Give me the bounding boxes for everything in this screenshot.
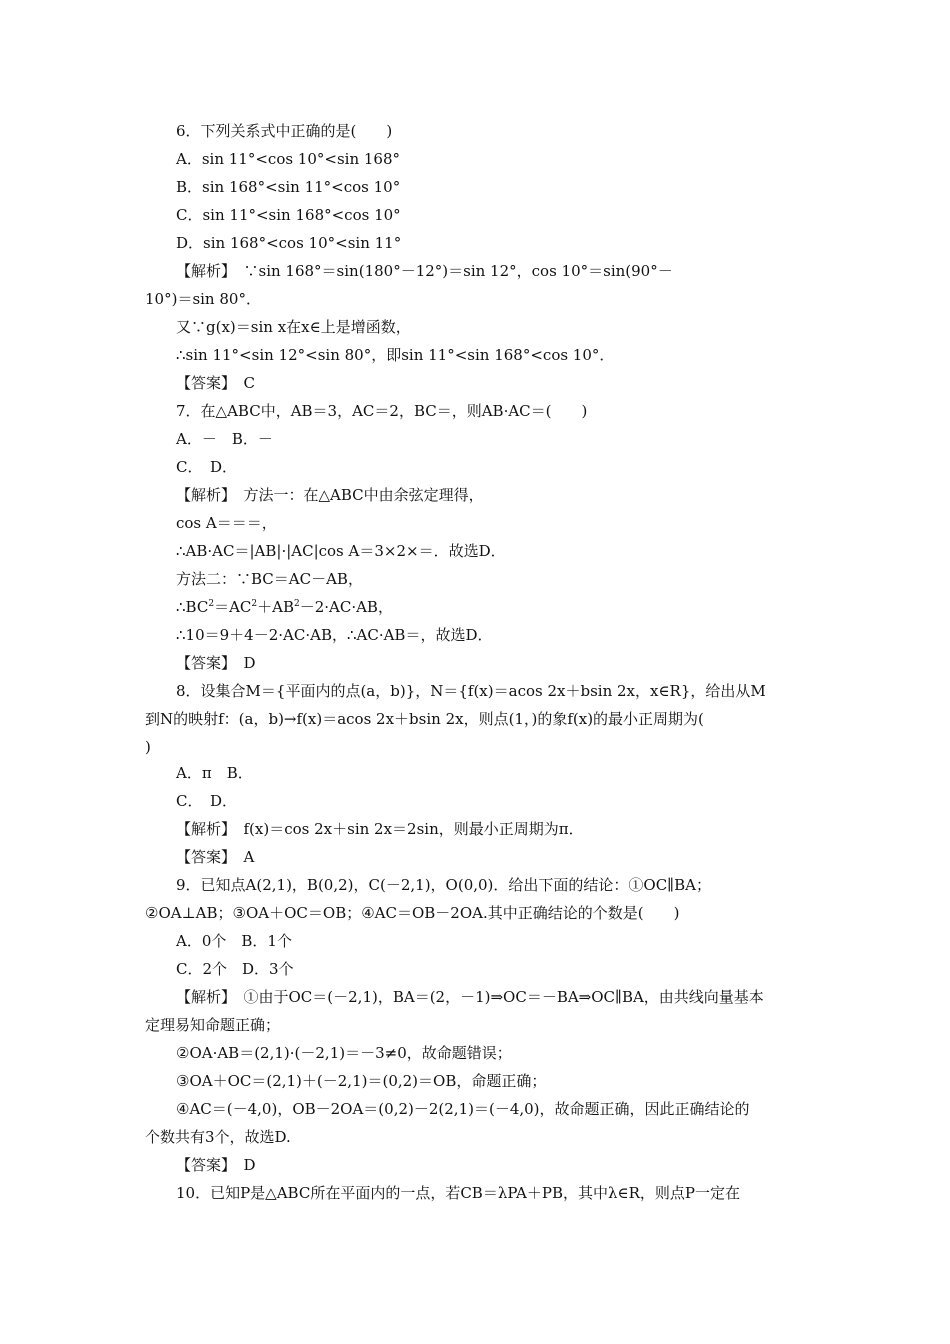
q8-stem-line-3: ) [145, 738, 151, 756]
q7-analysis-line-6: ∴10＝9＋4－2·AC·AB，∴AC·AB＝，故选D． [176, 626, 493, 644]
q6-option-a: A．sin 11°<cos 10°<sin 168° [176, 150, 401, 168]
q7-analysis-line-5-part-b: ＝AC [214, 598, 252, 616]
q6-option-c: C．sin 11°<sin 168°<cos 10° [176, 206, 401, 224]
q9-answer: 【答案】 D [176, 1156, 256, 1174]
q9-analysis-line-4: ③OA＋OC＝(2,1)＋(－2,1)＝(0,2)＝OB，命题正确； [176, 1072, 547, 1090]
q9-analysis-line-2: 定理易知命题正确； [145, 1016, 281, 1034]
q9-analysis-line-3: ②OA·AB＝(2,1)·(－2,1)＝－3≠0，故命题错误； [176, 1044, 512, 1062]
q8-stem-line-2: 到N的映射f：(a，b)→f(x)＝acos 2x＋bsin 2x，则点(1，)的象f(x)的最小正周期为( [145, 710, 704, 728]
q6-answer: 【答案】 C [176, 374, 255, 392]
q7-analysis-line-5-part-c: ＋AB [257, 598, 294, 616]
q9-analysis-line-6: 个数共有3个，故选D. [145, 1128, 291, 1146]
q10-stem-line-1: 10．已知P是△ABC所在平面内的一点，若CB＝λPA＋PB，其中λ∈R，则点P一定在 [176, 1184, 740, 1202]
q9-options-row-2: C．2个 D．3个 [176, 960, 294, 978]
q6-analysis-line-3: 又∵g(x)＝sin x在x∈上是增函数， [176, 318, 411, 336]
q7-superscript-3: 2 [293, 599, 300, 609]
q8-options-row-1: A．π B． [176, 764, 253, 782]
q9-analysis-line-1: 【解析】 ①由于OC＝(－2,1)，BA＝(2，－1)⇒OC＝－BA⇒OC∥BA，由共线向量基本 [176, 988, 764, 1006]
q7-analysis-line-5-part-d: －2·AC·AB， [299, 598, 393, 616]
q7-analysis-line-5 [176, 597, 393, 617]
q6-analysis-line-1: 【解析】 ∵sin 168°＝sin(180°－12°)＝sin 12°，cos 10°＝sin(90°－ [176, 262, 673, 280]
q6-stem: 6．下列关系式中正确的是( ) [176, 122, 393, 140]
q7-stem: 7．在△ABC中，AB＝3，AC＝2，BC＝，则AB·AC＝( ) [176, 402, 588, 420]
q7-analysis-line-4: 方法二：∵BC＝AC－AB， [176, 570, 363, 588]
q9-stem-line-2: ②OA⊥AB；③OA＋OC＝OB；④AC＝OB－2OA.其中正确结论的个数是( ) [145, 904, 680, 922]
q9-analysis-line-5: ④AC＝(－4,0)，OB－2OA＝(0,2)－2(2,1)＝(－4,0)，故命题正确，因此正确结论的 [176, 1100, 750, 1118]
q7-answer: 【答案】 D [176, 654, 256, 672]
q7-superscript-1: 2 [208, 599, 215, 609]
q7-options-row-2: C． D． [176, 458, 238, 476]
q9-stem-line-1: 9．已知点A(2,1)，B(0,2)，C(－2,1)，O(0,0)．给出下面的结论：①OC∥BA； [176, 876, 711, 894]
q8-analysis: 【解析】 f(x)＝cos 2x＋sin 2x＝2sin，则最小正周期为π． [176, 820, 584, 838]
q9-options-row-1: A．0个 B．1个 [176, 932, 292, 950]
q6-option-b: B．sin 168°<sin 11°<cos 10° [176, 178, 401, 196]
q8-answer: 【答案】 A [176, 848, 255, 866]
q7-options-row-1: A．－ B．－ [176, 430, 273, 448]
q8-options-row-2: C． D． [176, 792, 238, 810]
q6-option-d: D．sin 168°<cos 10°<sin 11° [176, 234, 402, 252]
q7-analysis-line-1: 【解析】 方法一：在△ABC中由余弦定理得， [176, 486, 484, 504]
q6-analysis-line-4: ∴sin 11°<sin 12°<sin 80°，即sin 11°<sin 168°<cos 10°． [176, 346, 615, 364]
q7-superscript-2: 2 [251, 599, 258, 609]
q7-analysis-line-5-part-a: ∴BC [176, 598, 209, 616]
q8-stem-line-1: 8．设集合M＝{平面内的点(a，b)}，N＝{f(x)＝acos 2x＋bsin 2x，x∈R}，给出从M [176, 682, 766, 700]
q6-analysis-line-2: 10°)＝sin 80°． [145, 290, 261, 308]
q7-analysis-line-2: cos A＝＝＝， [176, 514, 277, 532]
q7-analysis-line-3: ∴AB·AC＝|AB|·|AC|cos A＝3×2×＝．故选D． [176, 542, 506, 560]
